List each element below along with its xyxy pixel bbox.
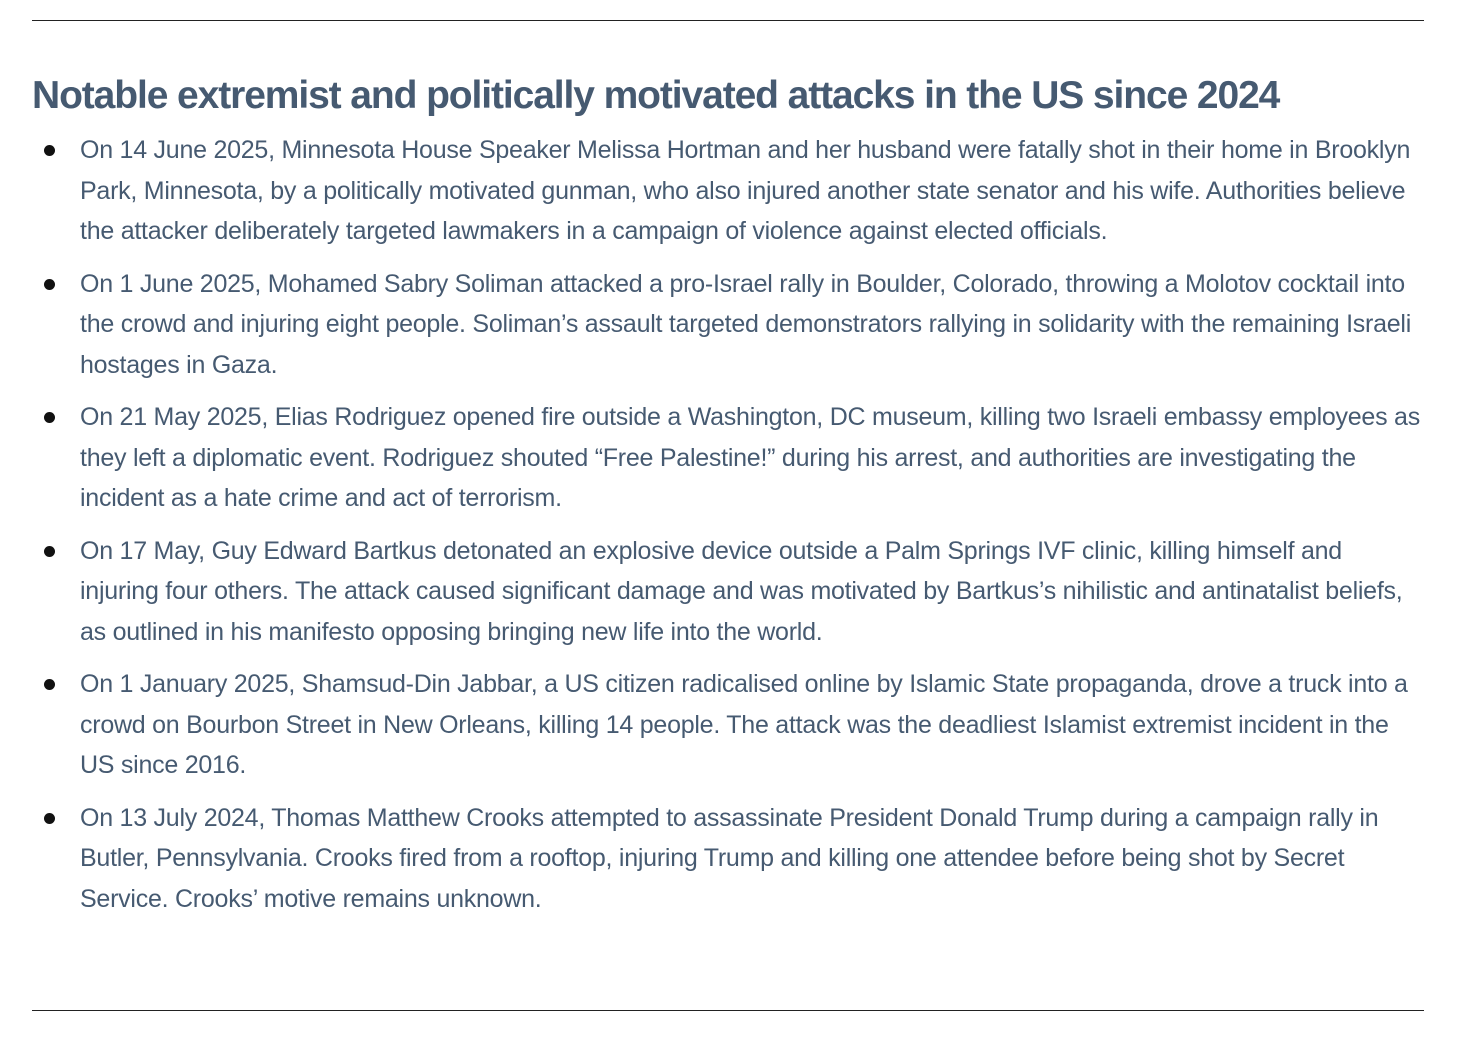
list-item — [32, 664, 1427, 786]
list-item-text: On 1 January 2025, Shamsud-Din Jabbar, a US citizen radicalised online by Islamic State propaganda, drove a truck into a crowd on Bourbon Street in New Orleans, killing 14 people. The attack was the deadliest Islamist extremist incident in the US since 2016. — [80, 670, 1408, 779]
list-item-text: On 17 May, Guy Edward Bartkus detonated an explosive device outside a Palm Springs IVF clinic, killing himself and injuring four others. The attack caused significant damage and was motivated by Bartkus’s nihilistic and antinatalist beliefs, as outlined in his manifesto opposing bringing new life into the world. — [80, 536, 1403, 646]
list-item — [32, 798, 1427, 920]
list-item-text: On 1 June 2025, Mohamed Sabry Soliman attacked a pro-Israel rally in Boulder, Colorado, throwing a Molotov cocktail into the crowd and injuring eight people. Soliman’s assault targeted demonstrators rallying in solidarity with the remaining Israeli hostages in Gaza. — [80, 269, 1412, 379]
list-item-text: On 13 July 2024, Thomas Matthew Crooks attempted to assassinate President Donald Trump during a campaign rally in Butler, Pennsylvania. Crooks fired from a rooftop, injuring Trump and killing one attendee before being shot by Secret Service. Crooks’ motive remains unknown. — [80, 803, 1379, 913]
bottom-divider — [32, 1010, 1424, 1011]
list-item — [32, 397, 1427, 519]
list-item — [32, 531, 1427, 653]
bullet-icon — [44, 813, 55, 824]
list-item — [32, 264, 1427, 386]
bullet-icon — [44, 145, 55, 156]
bullet-icon — [44, 546, 55, 557]
list-item-text: On 21 May 2025, Elias Rodriguez opened fire outside a Washington, DC museum, killing two Israeli embassy employees as they left a diplomatic event. Rodriguez shouted “Free Palestine!” during his arrest, and authorities are investigating the incident as a hate crime and act of terrorism. — [80, 403, 1420, 512]
list-item-text: On 14 June 2025, Minnesota House Speaker Melissa Hortman and her husband were fatally shot in their home in Brooklyn Park, Minnesota, by a politically motivated gunman, who also injured another state senator and his wife. Authorities believe the attacker deliberately targeted lawmakers in a campaign of violence against elected officials. — [80, 136, 1411, 245]
box-heading: Notable extremist and politically motivated attacks in the US since 2024 — [32, 74, 1280, 117]
bullet-icon — [44, 679, 55, 690]
attacks-box — [32, 68, 1427, 931]
top-divider — [32, 20, 1424, 21]
attacks-list — [32, 130, 1427, 919]
bullet-icon — [44, 279, 55, 290]
bullet-icon — [44, 412, 55, 423]
list-item — [32, 130, 1427, 252]
